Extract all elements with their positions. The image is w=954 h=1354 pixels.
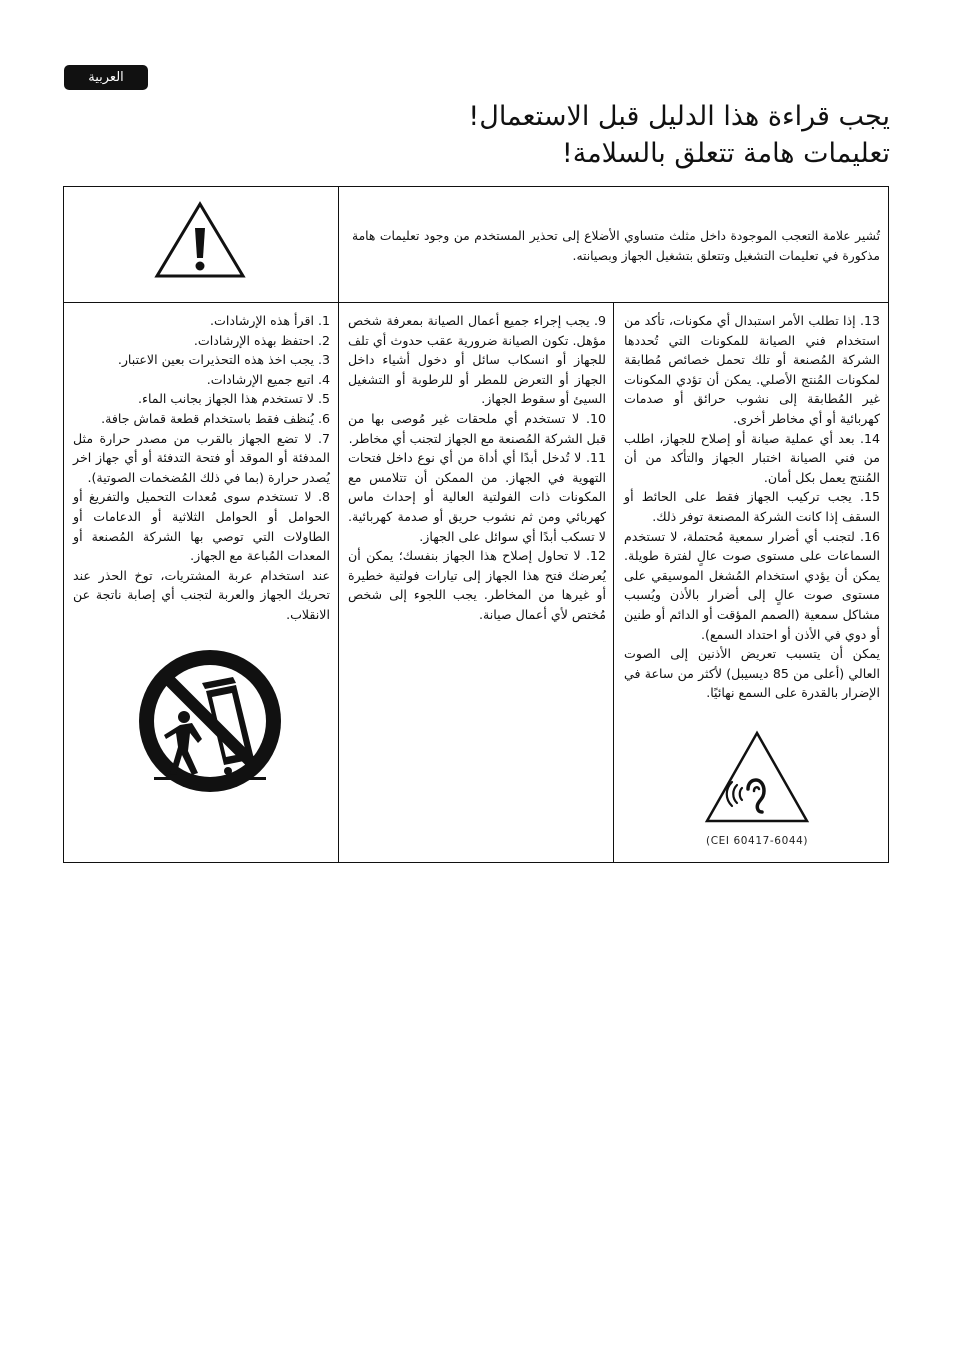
instruction-item-3: 3. يجب اخذ هذه التحذيرات بعين الاعتبار. bbox=[117, 352, 330, 368]
instruction-item-2: 2. احتفظ بهذه الإرشادات. bbox=[193, 332, 330, 348]
column-divider-left bbox=[338, 186, 339, 863]
instruction-item-6: 6. يُنظف فقط باستخدام قطعة قماش جافة. bbox=[101, 410, 330, 426]
page-title-line-1: يجب قراءة هذا الدليل قبل الاستعمال! bbox=[468, 101, 890, 132]
instruction-item-4: 4. اتبع جميع الإرشادات. bbox=[206, 371, 330, 387]
instruction-item-16: 16. لتجنب أي أضرار سمعية مُحتملة، لا تستخدم السماعات على مستوى صوت عالٍ لفترة طويلة. يمكن أن يؤدي استخدام المُشغل الموسيقي على مستوى صوت عالٍ إلى أضرار بالأذن ويُسبب مشاكل سمعية (الصمم المؤقت أو الدائم أو طنين أو دوي في الأذن أو احتداد السمع). bbox=[624, 528, 880, 642]
page-title-line-2: تعليمات هامة تتعلق بالسلامة! bbox=[561, 138, 890, 169]
ear-symbol-caption: (CEI 60417-6044) bbox=[706, 835, 809, 847]
exclamation-warning-icon bbox=[154, 201, 246, 279]
cart-caution-note: عند استخدام عربة المشتريات، توخ الحذر عند تحريك الجهاز والعربة لتجنب أي إصابة ناتجة عن الانقلاب. bbox=[73, 567, 330, 622]
instruction-item-10: 10. لا تستخدم أي ملحقات غير مُوصى بها من قبل الشركة المُصنعة مع الجهاز لتجنب أي مخاطر. bbox=[348, 410, 606, 446]
cart-tip-over-warning-icon bbox=[136, 647, 284, 795]
instructions-column-right bbox=[624, 311, 880, 703]
instruction-item-9: 9. يجب إجراء جميع أعمال الصيانة بمعرفة شخص مؤهل. تكون الصيانة ضرورية عقب حدوث أي تلف للجهاز أو انسكاب سائل أو دخول أشياء داخل الجهاز أو التعرض للمطر أو للرطوبة أو التشغيل السيئ أو سقوط الجهاز. bbox=[348, 313, 606, 407]
instructions-column-middle bbox=[348, 311, 606, 625]
instruction-item-7: 7. لا تضع الجهاز بالقرب من مصدر حرارة مثل المدفئة أو الموقد أو فتحة التدفئة أو أي جهاز اخر يُصدر حرارة (بما في ذلك المُضخمات الصوتية). bbox=[73, 430, 330, 485]
instruction-item-11: 11. لا تُدخل أبدًا أي أداة من أي نوع داخل فتحات التهوية في الجهاز. من الممكن أن تتلامس مع المكونات ذات الفولتية العالية أو إحداث ماس كهربائي ومن ثم نشوب حريق أو صدمة كهربائية. لا تسكب أبدًا أي سوائل على الجهاز. bbox=[348, 450, 606, 544]
instruction-item-14: 14. بعد أي عملية صيانة أو إصلاح للجهاز، اطلب من فني الصيانة اختبار الجهاز والتأكد من أن المُنتج يعمل بكل أمان. bbox=[624, 430, 880, 485]
instruction-item-1: 1. اقرأ هذه الإرشادات. bbox=[210, 313, 330, 328]
instructions-column-left bbox=[73, 311, 330, 625]
language-tab: العربية bbox=[64, 65, 148, 90]
warning-intro-text: تُشير علامة التعجب الموجودة داخل مثلث متساوي الأضلاع إلى تحذير المستخدم من وجود تعليمات هامة مذكورة في تعليمات التشغيل وتتعلق بتشغيل الجهاز وبصيانته. bbox=[352, 229, 880, 263]
instruction-item-15: 15. يجب تركيب الجهاز فقط على الحائط أو السقف إذا كانت الشركة المصنعة توفر ذلك. bbox=[624, 489, 880, 524]
instruction-item-12: 12. لا تحاول إصلاح هذا الجهاز بنفسك؛ يمكن أن يُعرضك فتح هذا الجهاز إلى تيارات فولتية خطيرة أو غيرها من المخاطر. يجب اللجوء إلى شخص مُختص لأي أعمال صيانة. bbox=[348, 548, 606, 622]
hearing-damage-warning-icon bbox=[702, 728, 812, 826]
instruction-item-8: 8. لا تستخدم سوى مُعدات التحميل والتفريغ أو الحوامل أو الحوامل الثلاثية أو الدعامات أو الطاولات التي توصي بها الشركة المُصنعة أو المعدات المُباعة مع الجهاز. bbox=[73, 489, 330, 564]
hearing-note: يمكن أن يتسبب تعريض الأذنين إلى الصوت العالي (أعلى من 85 ديسيبل) لأكثر من ساعة في الإضرار بالقدرة على السمع نهائيًا. bbox=[624, 646, 880, 701]
row-divider bbox=[63, 302, 889, 303]
instruction-item-13: 13. إذا تطلب الأمر استبدال أي مكونات، تأكد من استخدام فني الصيانة للمكونات التي تُحددها الشركة المُصنعة أو تلك تحمل خصائص مُطابقة لمكونات المُنتج الأصلي. يمكن أن تؤدي المكونات غير المُطابقة إلى نشوب حرائق أو صدمات كهربائية أو أي مخاطر أخرى. bbox=[624, 313, 880, 426]
instruction-item-5: 5. لا تستخدم هذا الجهاز بجانب الماء. bbox=[138, 391, 330, 407]
column-divider-right bbox=[613, 302, 614, 863]
